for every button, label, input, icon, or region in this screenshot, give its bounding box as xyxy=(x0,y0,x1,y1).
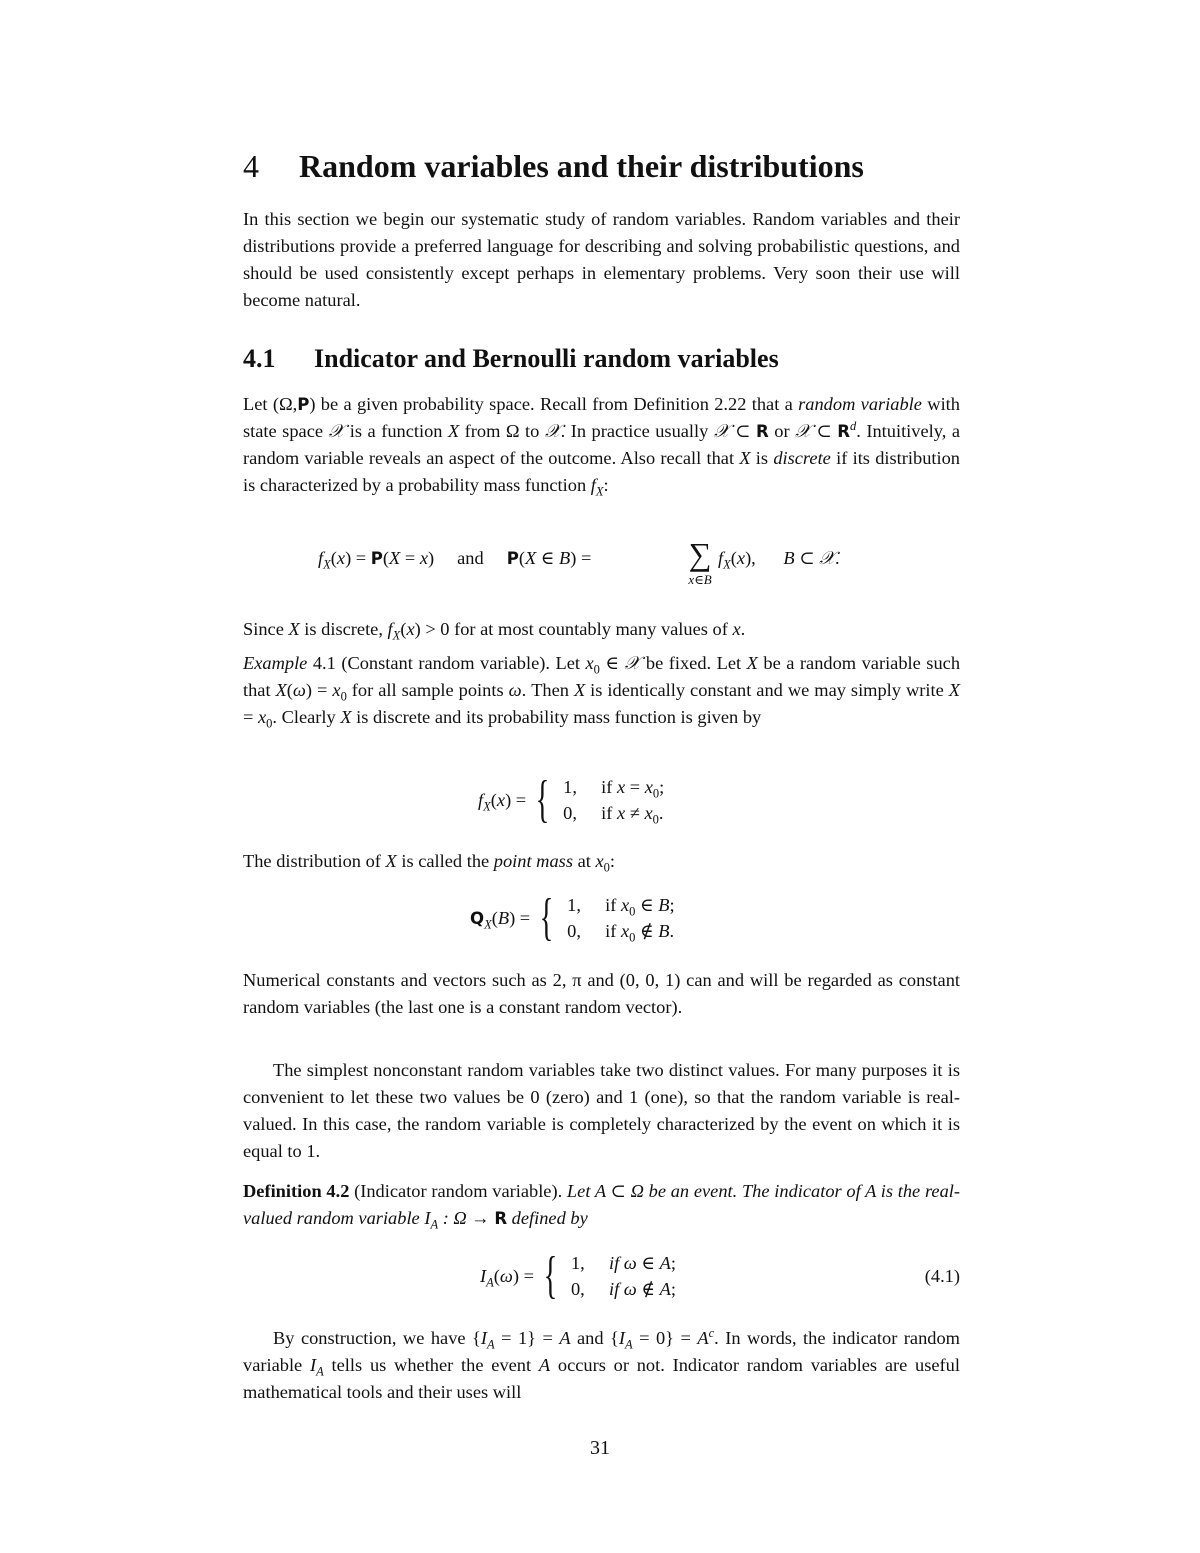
intro-paragraph xyxy=(243,206,960,314)
paragraph-text: The distribution of X is called the point mass at $x_0$: xyxy=(243,851,615,875)
equation-point-mass-distribution: $Q_X(B)$ = { 1, if $x_0$ ∈ B; 0, if $x_0$ ∉ B. xyxy=(470,889,675,946)
equation-pmf: $f_X(x) = P(X = x)$ and P(X ∈ B) = xyxy=(318,548,592,572)
equation-number: (4.1) xyxy=(924,1266,960,1286)
paragraph-text: The simplest nonconstant random variables take two distinct values. For many purposes it is convenient to let these two values be 0 (zero) and 1 (one), so that the random variable is real-valued. In this case, the random variable is completely characterized by the event on which it is equal to 1. xyxy=(243,1060,960,1161)
paragraph-indicator xyxy=(243,1325,960,1406)
subsection-number: 4.1 xyxy=(243,344,276,373)
equation-point-mass-pmf: $f_X(x)$ = { 1, if $x = x_0$; 0, if $x \ne x_0$. xyxy=(478,771,665,828)
paragraph-text: Numerical constants and vectors such as 2, π and (0, 0, 1) can and will be regarded as constant random variables (the last one is a constant random vector). xyxy=(243,970,960,1017)
paragraph-text: By construction, we have $\{I_A = 1\} = A$ and $\{I_A = 0\} = A^c$. In words, the indicator random variable $I_A$ tells us whether the event A occurs or not. Indicator random variables are useful mathematical tools and their uses will xyxy=(243,1325,960,1402)
equation-pmf-rhs: $f_X(x)$, B ⊂ 𝒳. xyxy=(718,548,840,572)
equation-4-1-block xyxy=(243,1247,960,1310)
page-number: 31 xyxy=(590,1437,610,1459)
summation: ∑ x∈B xyxy=(685,538,715,588)
paragraph-text: Since X is discrete, $f_X(x) > 0$ for at most countably many values of x. xyxy=(243,619,746,643)
paragraph-point-mass xyxy=(243,848,960,875)
paragraph-countable xyxy=(243,616,960,643)
paragraph-nonconstant xyxy=(243,1057,960,1165)
subsection-heading xyxy=(243,344,779,374)
paragraph-rv-definition xyxy=(243,391,960,499)
intro-text: In this section we begin our systematic study of random variables. Random variables and their distributions provide a preferred language for describing and solving probabilistic questions, and should be used consistently except perhaps in elementary problems. Very soon their use will become natural. xyxy=(243,209,960,310)
paragraph-text: Let (Ω,P) be a given probability space. Recall from Definition 2.22 that a random variable with state space 𝒳 is a function X from Ω to 𝒳. In practice usually 𝒳 ⊂ R or 𝒳 ⊂ $R^d$. Intuitively, a random variable reveals an aspect of the outcome. Also recall that X is discrete if its distribution is characterized by a probability mass function $f_X$: xyxy=(243,394,961,499)
definition-4-2 xyxy=(243,1178,960,1232)
paragraph-constants xyxy=(243,967,960,1021)
example-4-1 xyxy=(243,650,960,731)
equation-and: and xyxy=(457,548,484,568)
subsection-title: Indicator and Bernoulli random variables xyxy=(314,344,779,373)
summation-index: x∈B xyxy=(688,572,712,587)
section-number: 4 xyxy=(243,148,259,184)
section-title: Random variables and their distributions xyxy=(299,148,864,184)
section-heading xyxy=(243,148,864,185)
example-text: Example 4.1 (Constant random variable). Let $x_0$ ∈ 𝒳 be fixed. Let X be a random variable such that $X(\omega) = x_0$ for all sample points ω. Then X is identically constant and we may simply write $X = x_0$. Clearly X is discrete and its probability mass function is given by xyxy=(243,653,961,731)
definition-text: Definition 4.2 (Indicator random variable). Let A ⊂ Ω be an event. The indicator of A is the real-valued random variable $I_A$ : Ω → R defined by xyxy=(243,1181,961,1232)
equation-indicator: $I_A(\omega)$ = { 1, if ω ∈ A; 0, if ω ∉ A; xyxy=(480,1247,676,1304)
